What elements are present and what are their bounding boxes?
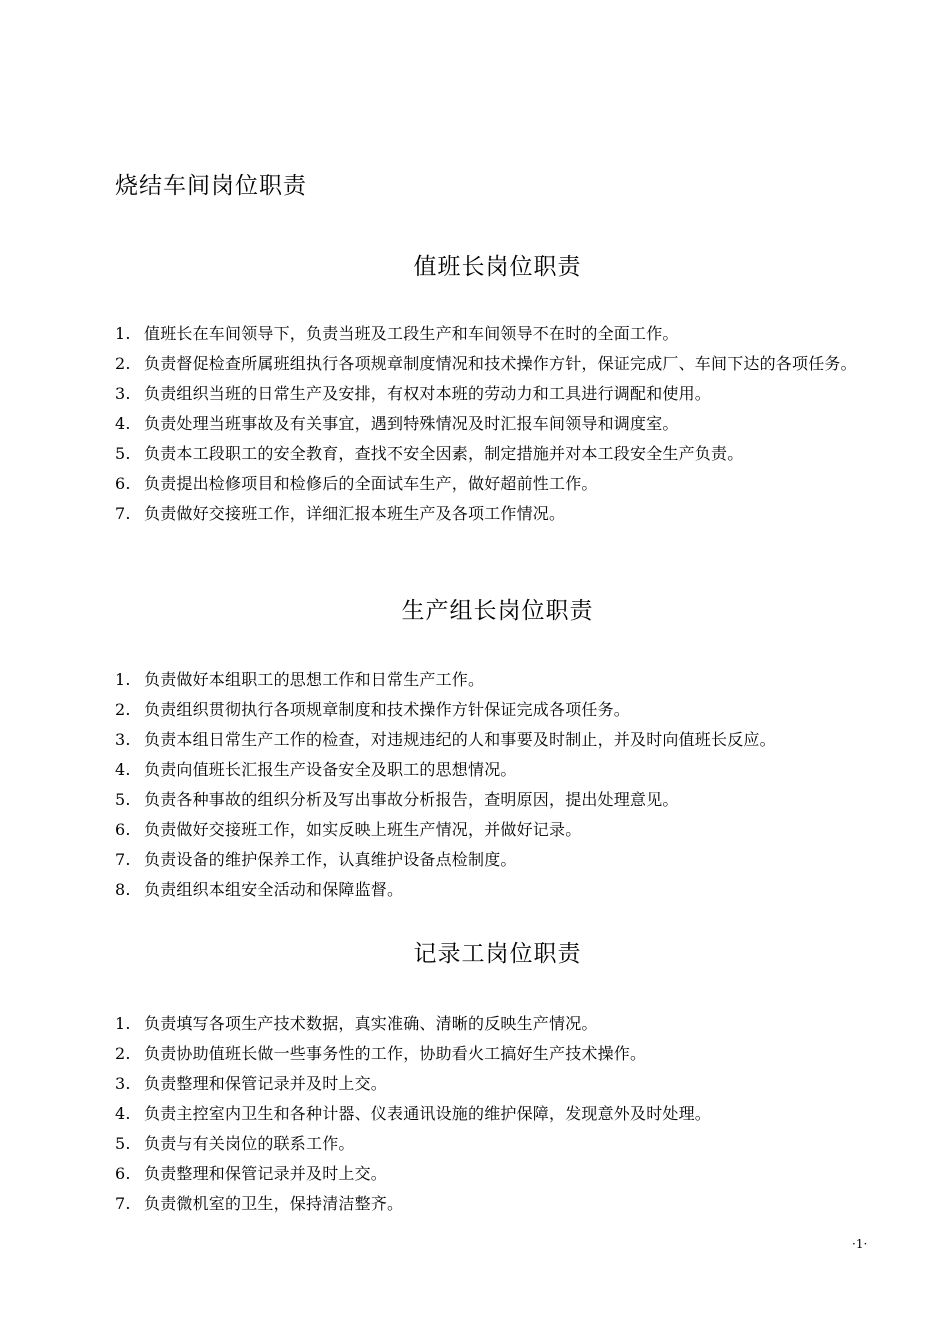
list-item: [0, 785, 950, 815]
item-number: 1.: [115, 324, 131, 343]
item-number: 3.: [115, 1074, 131, 1093]
list-item: [0, 665, 950, 695]
list-item: [0, 1069, 950, 1099]
page-number: ·1·: [852, 1237, 868, 1251]
item-text: 负责提出检修项目和检修后的全面试车生产，做好超前性工作。: [144, 474, 598, 493]
item-number: 3.: [115, 730, 131, 749]
item-text: 负责向值班长汇报生产设备安全及职工的思想情况。: [144, 760, 517, 779]
item-text: 负责各种事故的组织分析及写出事故分析报告，查明原因，提出处理意见。: [144, 790, 679, 809]
list-item: [0, 1189, 950, 1219]
section-recorder: [0, 938, 950, 1213]
item-text: 负责本工段职工的安全教育，查找不安全因素，制定措施并对本工段安全生产负责。: [144, 444, 744, 463]
item-number: 6.: [115, 474, 131, 493]
item-text: 值班长在车间领导下，负责当班及工段生产和车间领导不在时的全面工作。: [144, 324, 679, 343]
list-item: [0, 379, 950, 409]
item-text: 负责设备的维护保养工作，认真维护设备点检制度。: [144, 850, 517, 869]
list-item: [0, 1039, 950, 1069]
item-text: 负责微机室的卫生，保持清洁整齐。: [144, 1194, 404, 1213]
list-item: [0, 875, 950, 905]
list-item: [0, 349, 950, 379]
item-number: 6.: [115, 1164, 131, 1183]
item-number: 5.: [115, 1134, 131, 1153]
item-text: 负责处理当班事故及有关事宜，遇到特殊情况及时汇报车间领导和调度室。: [144, 414, 679, 433]
list-item: [0, 725, 950, 755]
item-number: 3.: [115, 384, 131, 403]
item-number: 2.: [115, 354, 131, 373]
item-number: 7.: [115, 850, 131, 869]
item-number: 5.: [115, 444, 131, 463]
section-production-leader: [0, 595, 950, 899]
duty-list: [0, 665, 950, 905]
list-item: [0, 319, 950, 349]
item-text: 负责填写各项生产技术数据，真实准确、清晰的反映生产情况。: [144, 1014, 598, 1033]
list-item: [0, 499, 950, 529]
section-title: 生产组长岗位职责: [401, 598, 594, 624]
item-text: 负责组织本组安全活动和保障监督。: [144, 880, 404, 899]
duty-list: [0, 319, 950, 529]
list-item: [0, 1159, 950, 1189]
list-item: [0, 469, 950, 499]
list-item: [0, 1009, 950, 1039]
item-number: 2.: [115, 1044, 131, 1063]
list-item: [0, 409, 950, 439]
section-title: 记录工岗位职责: [413, 941, 582, 967]
item-number: 4.: [115, 1104, 131, 1123]
duty-list: [0, 1009, 950, 1219]
item-text: 负责做好交接班工作，详细汇报本班生产及各项工作情况。: [144, 504, 566, 523]
item-text: 负责与有关岗位的联系工作。: [144, 1134, 355, 1153]
list-item: [0, 755, 950, 785]
list-item: [0, 439, 950, 469]
list-item: [0, 845, 950, 875]
section-shift-leader: [0, 251, 950, 523]
item-number: 4.: [115, 414, 131, 433]
item-number: 6.: [115, 820, 131, 839]
item-text: 负责督促检查所属班组执行各项规章制度情况和技术操作方针，保证完成厂、车间下达的各项任务。: [144, 354, 857, 373]
item-text: 负责整理和保管记录并及时上交。: [144, 1074, 388, 1093]
list-item: [0, 1099, 950, 1129]
item-text: 负责协助值班长做一些事务性的工作，协助看火工搞好生产技术操作。: [144, 1044, 647, 1063]
list-item: [0, 1129, 950, 1159]
item-number: 1.: [115, 1014, 131, 1033]
item-text: 负责做好交接班工作，如实反映上班生产情况，并做好记录。: [144, 820, 582, 839]
item-text: 负责做好本组职工的思想工作和日常生产工作。: [144, 670, 485, 689]
document-title: 烧结车间岗位职责: [115, 173, 307, 199]
item-number: 1.: [115, 670, 131, 689]
list-item: [0, 695, 950, 725]
item-text: 负责本组日常生产工作的检查，对违规违纪的人和事要及时制止，并及时向值班长反应。: [144, 730, 776, 749]
item-text: 负责组织贯彻执行各项规章制度和技术操作方针保证完成各项任务。: [144, 700, 631, 719]
item-number: 7.: [115, 504, 131, 523]
item-number: 4.: [115, 760, 131, 779]
item-text: 负责整理和保管记录并及时上交。: [144, 1164, 388, 1183]
item-number: 7.: [115, 1194, 131, 1213]
item-number: 5.: [115, 790, 131, 809]
item-text: 负责组织当班的日常生产及安排，有权对本班的劳动力和工具进行调配和使用。: [144, 384, 712, 403]
list-item: [0, 815, 950, 845]
section-title: 值班长岗位职责: [413, 254, 582, 280]
item-number: 8.: [115, 880, 131, 899]
item-number: 2.: [115, 700, 131, 719]
item-text: 负责主控室内卫生和各种计器、仪表通讯设施的维护保障，发现意外及时处理。: [144, 1104, 712, 1123]
